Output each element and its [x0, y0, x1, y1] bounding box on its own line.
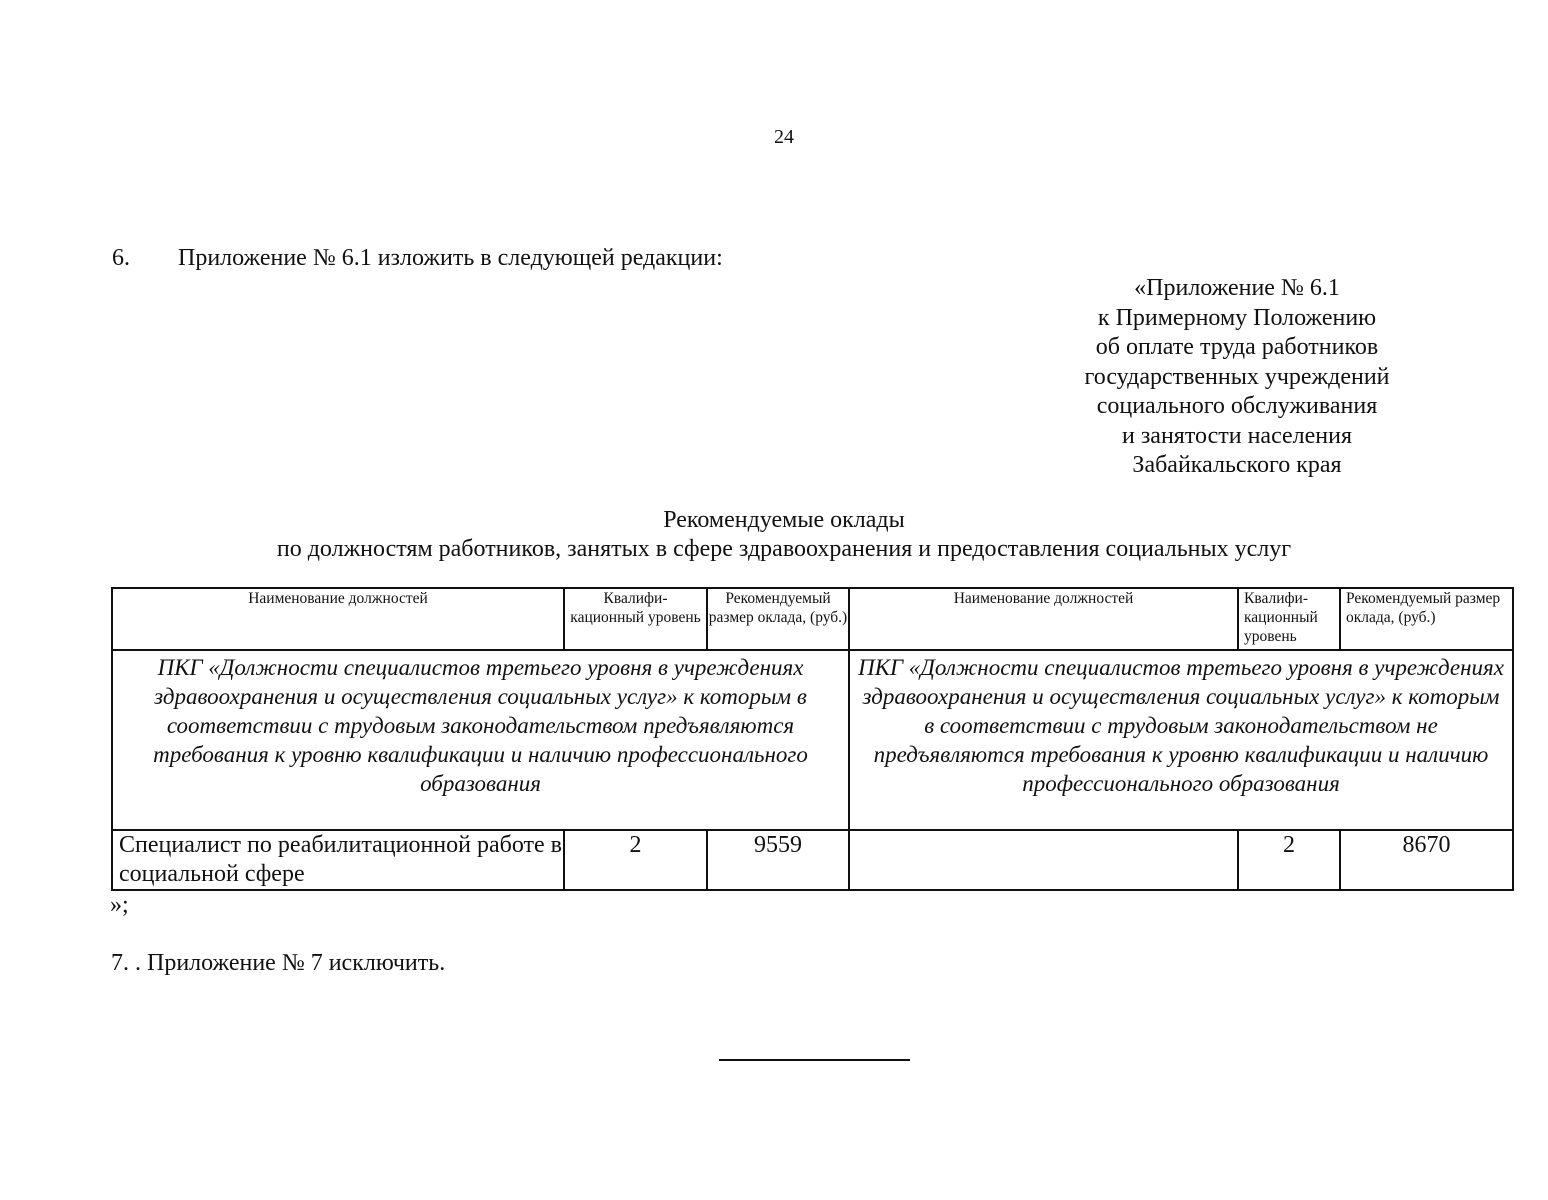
- qualification-level-cell: 2: [1238, 830, 1340, 890]
- appendix-header: [1000, 274, 1474, 481]
- header-position-name: Наименование должностей: [849, 588, 1238, 650]
- table-header-row: [112, 588, 1513, 650]
- header-qualification-level: Квалифи- кационный уровень: [1238, 588, 1340, 650]
- item-6-text: Приложение № 6.1 изложить в следующей редакции:: [178, 245, 723, 271]
- appendix-header-line: об оплате труда работников: [1095, 334, 1379, 360]
- table-title-line-2: по должностям работников, занятых в сфере здравоохранения и предоставления социальных услуг: [276, 536, 1292, 562]
- table-title: [0, 506, 1548, 564]
- appendix-header-line: и занятости населения: [1121, 422, 1353, 449]
- header-qualification-level: Квалифи- кационный уровень: [564, 588, 707, 650]
- header-position-name: Наименование должностей: [112, 588, 564, 650]
- item-7-paragraph: 7. . Приложение № 7 исключить.: [111, 950, 446, 976]
- group-right-title: ПКГ «Должности специалистов третьего уровня в учреждениях здравоохранения и осуществления социальных услуг» к которым в соответствии с трудовым законодательством не предъявляются требования к уровню квалификации и наличию профессионального образования: [849, 650, 1513, 830]
- salary-table: [111, 587, 1514, 891]
- item-6-paragraph: [112, 245, 723, 272]
- appendix-header-line: социального обслуживания: [1096, 393, 1378, 419]
- footer-rule: [719, 1059, 910, 1061]
- position-name-cell: Специалист по реабилитационной работе в социальной сфере: [112, 830, 564, 890]
- table-group-row: [112, 650, 1513, 830]
- appendix-header-line: государственных учреждений: [1084, 363, 1390, 390]
- item-6-number: 6.: [112, 245, 130, 271]
- qualification-level-cell: 2: [564, 830, 707, 890]
- appendix-header-line: Забайкальского края: [1132, 452, 1342, 478]
- header-recommended-salary: Рекомендуемый размер оклада, (руб.): [1340, 588, 1513, 650]
- position-name-cell: [849, 830, 1238, 890]
- appendix-header-line: к Примерному Положению: [1097, 304, 1377, 331]
- group-left-title: ПКГ «Должности специалистов третьего уровня в учреждениях здравоохранения и осуществления социальных услуг» к которым в соответствии с трудовым законодательством предъявляются требования к уровню квалификации и наличию профессионального образования: [112, 650, 849, 830]
- table-title-line-1: Рекомендуемые оклады: [663, 507, 905, 533]
- appendix-header-line: «Приложение № 6.1: [1134, 275, 1340, 301]
- page-number: 24: [774, 126, 794, 148]
- closing-quote: »;: [110, 892, 129, 918]
- salary-cell: 8670: [1340, 830, 1513, 890]
- header-recommended-salary: Рекомендуемый размер оклада, (руб.): [707, 588, 849, 650]
- table-row: [112, 830, 1513, 890]
- salary-cell: 9559: [707, 830, 849, 890]
